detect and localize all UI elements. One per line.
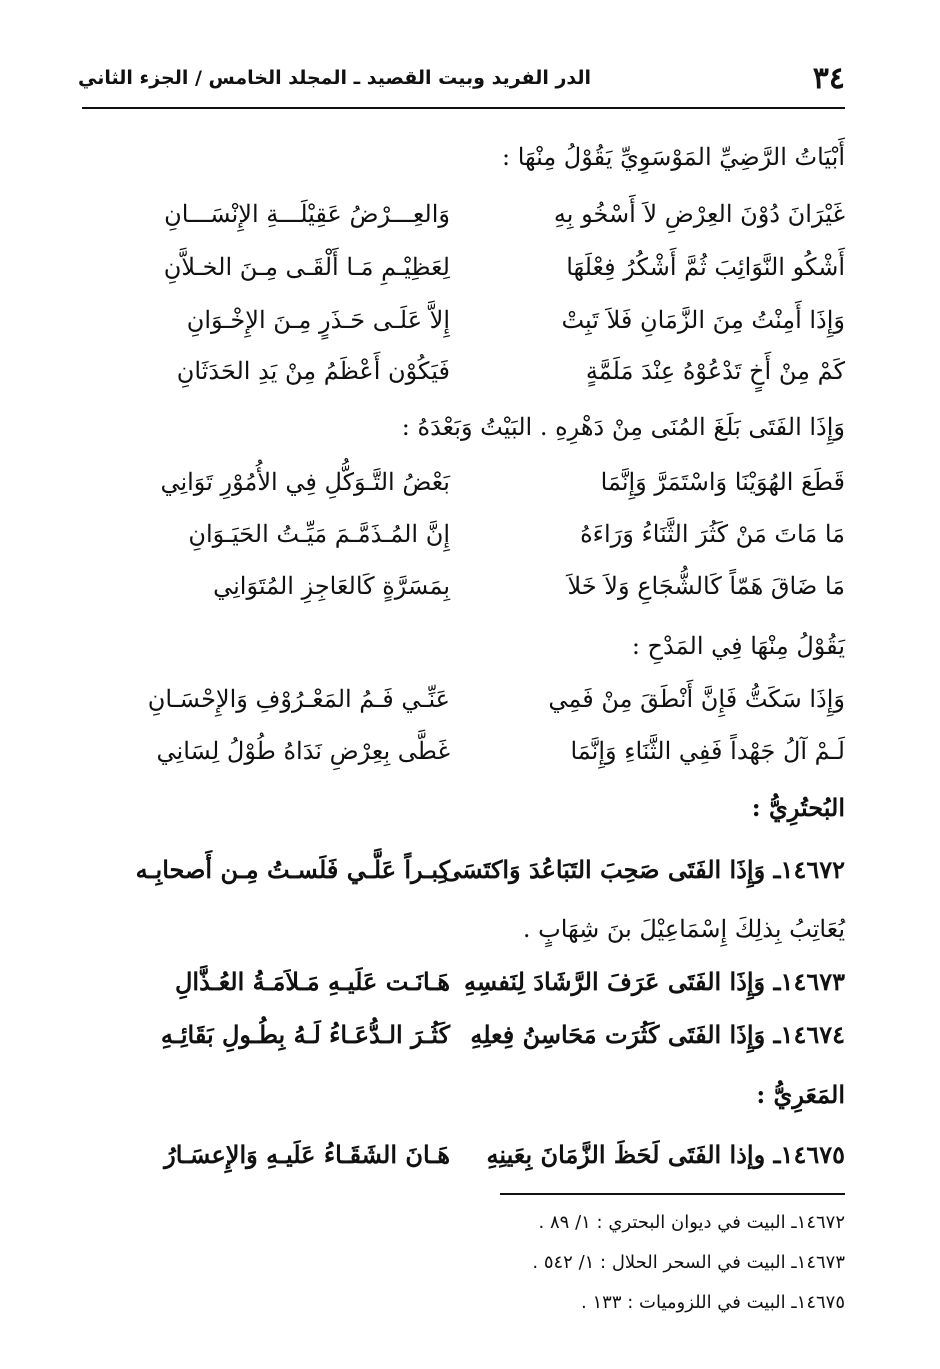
verse-second-hemistich: هَـانَـت عَلَيـهِ مَـلاَمَـةُ العُـذَّالِ bbox=[174, 967, 450, 996]
verse-line bbox=[90, 253, 845, 281]
prose-line: يُعَاتِبُ بِذلِكَ إِسْمَاعِيْلَ بنَ شِهَابٍ . bbox=[522, 915, 845, 943]
verse-line bbox=[90, 200, 845, 228]
verse-line bbox=[90, 685, 845, 713]
verse-line bbox=[90, 855, 845, 884]
verse-first-hemistich: وَإِذَا أَمِنْتُ مِنَ الزَّمَانِ فَلاَ تَبِتْ bbox=[561, 306, 845, 334]
verse-line bbox=[90, 572, 845, 600]
verse-first-hemistich: مَا ضَاقَ هَمّاً كَالشُّجَاعِ وَلاَ خَلاَ bbox=[567, 572, 845, 600]
verse-second-hemistich: إِلاَّ عَلَـى حَـذَرٍ مِـنَ الإِخْـوَانِ bbox=[186, 306, 450, 334]
prose-line: البُحتُرِيُّ : bbox=[751, 793, 845, 822]
verse-first-hemistich: لَـمْ آلُ جَهْداً فَفِي الثَّنَاءِ وَإِنَّمَا bbox=[570, 737, 845, 765]
verse-first-hemistich: كَمْ مِنْ أَخٍ تَدْعُوْهُ عِنْدَ مَلَمَّةٍ bbox=[585, 357, 845, 385]
verse-first-hemistich: قَطَعَ الهُوَيْنَا وَاسْتَمَرَّ وَإِنَّمَا bbox=[600, 468, 845, 496]
footnote-line: ١٤٦٧٢ـ البيت في ديوان البحتري : ١/ ٨٩ . bbox=[538, 1212, 845, 1233]
prose-line: يَقُوْلُ مِنْهَا فِي المَدْحِ : bbox=[631, 632, 845, 660]
verse-first-hemistich: ١٤٦٧٣ـ وَإِذَا الفَتَى عَرَفَ الرَّشَادَ لِنَفسِهِ bbox=[464, 967, 845, 996]
verse-second-hemistich: عَنِّـي فَـمُ المَعْـرُوْفِ وَالإِحْسَـانِ bbox=[147, 685, 450, 713]
verse-line bbox=[90, 737, 845, 765]
footnote-line: ١٤٦٧٥ـ البيت في اللزوميات : ١٣٣ . bbox=[581, 1292, 845, 1313]
verse-second-hemistich: وَالعِـــرْضُ عَقِيْلَـــةِ الإِنْسَـــانِ bbox=[164, 200, 450, 228]
page-number: ٣٤ bbox=[812, 60, 845, 96]
verse-first-hemistich: ١٤٦٧٢ـ وَإِذَا الفَتَى صَحِبَ التَبَاعُدَ وَاكتَسَى bbox=[442, 855, 845, 884]
verse-second-hemistich: إِنَّ المُـذَمَّـمَ مَيِّـتُ الحَيَـوَانِ bbox=[188, 520, 450, 548]
prose-line: أَبْيَاتُ الرَّضِيِّ المَوْسَوِيِّ يَقُوْلُ مِنْهَا : bbox=[501, 143, 845, 171]
verse-second-hemistich: فَيَكُوْن أَعْظَمُ مِنْ يَدِ الحَدَثَانِ bbox=[176, 357, 450, 385]
verse-line bbox=[90, 1020, 845, 1049]
verse-second-hemistich: غَطَّى بِعِرْضِ نَدَاهُ طُوْلُ لِسَانِي bbox=[156, 737, 450, 765]
verse-first-hemistich: أَشْكُو النَّوَائِبَ ثُمَّ أَشْكُرُ فِعْلَهَا bbox=[566, 253, 845, 281]
page-header bbox=[78, 58, 845, 98]
verse-second-hemistich: بَعْضُ التَّـوَكُّلِ فِي الأُمُوْرِ تَوَانِي bbox=[160, 468, 450, 496]
verse-line bbox=[90, 306, 845, 334]
verse-line bbox=[90, 357, 845, 385]
verse-line bbox=[90, 967, 845, 996]
verse-second-hemistich: بِمَسَرَّةٍ كَالعَاجِزِ المُتَوَانِي bbox=[213, 572, 450, 600]
verse-first-hemistich: غَيْرَانَ دُوْنَ العِرْضِ لاَ أَسْخُو بِهِ bbox=[553, 200, 845, 228]
verse-second-hemistich: هَـانَ الشَقَـاءُ عَلَيـهِ وَالإِعسَـارُ bbox=[164, 1140, 450, 1169]
verse-first-hemistich: وَإِذَا سَكَتُّ فَإِنَّ أَنْطَقَ مِنْ فَمِي bbox=[548, 685, 845, 713]
running-title: الدر الفريد وبيت القصيد ـ المجلد الخامس / الجزء الثاني bbox=[78, 67, 592, 89]
verse-first-hemistich: ١٤٦٧٤ـ وَإِذَا الفَتَى كَثُرَت مَحَاسِنُ فِعلِهِ bbox=[470, 1020, 845, 1049]
verse-second-hemistich: كِبـراً عَلَّـي فَلَسـتُ مِـن أَصحابِـه bbox=[135, 855, 450, 884]
verse-line bbox=[90, 468, 845, 496]
footnote-rule bbox=[500, 1193, 845, 1195]
verse-first-hemistich: مَا مَاتَ مَنْ كَثُرَ الثَّنَاءُ وَرَاءَهُ bbox=[580, 520, 845, 548]
verse-line bbox=[90, 1140, 845, 1169]
verse-second-hemistich: لِعَظِيْـمِ مَـا أَلْقَـى مِـنَ الخـلاَّنِ bbox=[163, 253, 450, 281]
verse-first-hemistich: ١٤٦٧٥ـ وإذا الفَتَى لَحَظَ الزَّمَانَ بِعَينِهِ bbox=[486, 1140, 845, 1169]
verse-second-hemistich: كَثُـرَ الـدُّعَـاءُ لَـهُ بِطُـولِ بَقَائِـهِ bbox=[160, 1020, 450, 1049]
header-rule bbox=[82, 107, 845, 109]
prose-line: وَإِذَا الفَتَى بَلَغَ المُنَى مِنْ دَهْرِهِ . البَيْتُ وَبَعْدَهُ : bbox=[401, 413, 845, 441]
footnote-line: ١٤٦٧٣ـ البيت في السحر الحلال : ١/ ٥٤٢ . bbox=[532, 1252, 845, 1273]
verse-line bbox=[90, 520, 845, 548]
prose-line: المَعَرِيُّ : bbox=[756, 1080, 845, 1109]
